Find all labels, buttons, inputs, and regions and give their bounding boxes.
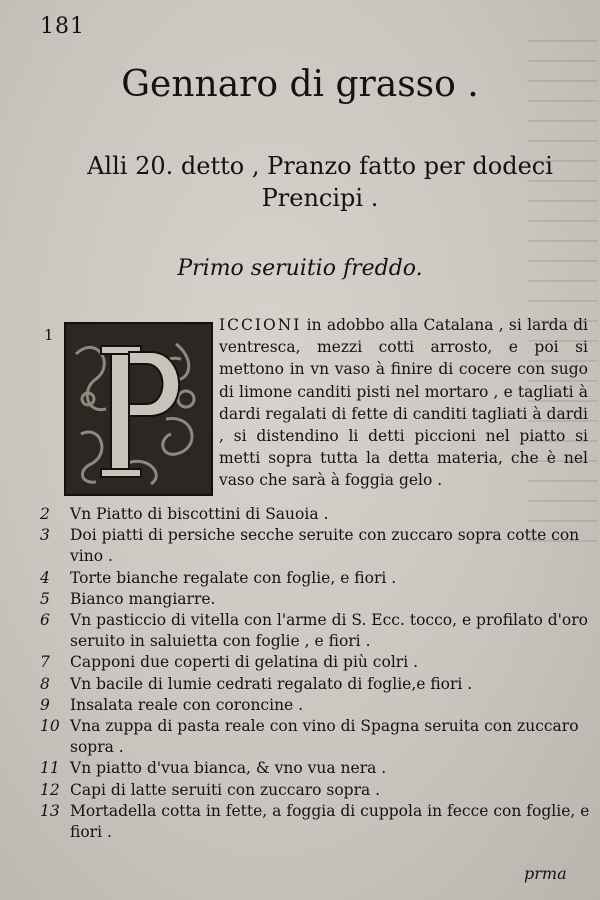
item-text: Mortadella cotta in fette, a foggia di cuppola in fecce con foglie, e fiori .	[70, 801, 590, 842]
subtitle-line-2: Prencipi .	[261, 184, 379, 212]
list-item	[40, 674, 592, 695]
decorated-initial-p	[64, 322, 213, 496]
item-number: 7	[40, 653, 50, 672]
menu-list	[40, 504, 592, 843]
item-text: Bianco mangiarre.	[70, 589, 216, 608]
list-item	[40, 589, 592, 610]
item-text: Vn piatto d'vua bianca, & vno vua nera .	[70, 759, 387, 778]
item-number: 8	[40, 674, 50, 693]
item-number: 1	[44, 326, 54, 344]
subtitle-line-1: Alli 20. detto , Pranzo fatto per dodeci	[87, 152, 553, 180]
list-item	[40, 758, 592, 779]
item-text: Vn pasticcio di vitella con l'arme di S. Ecc. tocco, e profilato d'oro seruito in saluietta con foglie , e fiori .	[70, 611, 588, 651]
item-number: 13	[40, 801, 60, 820]
item-number: 11	[40, 759, 60, 778]
list-item	[40, 568, 592, 589]
item-number: 10	[40, 717, 60, 736]
list-item	[40, 780, 592, 801]
first-item-text	[219, 314, 588, 492]
page-number: 181	[40, 14, 85, 39]
ornament-icon	[66, 324, 211, 494]
list-item	[40, 652, 592, 673]
list-item	[40, 801, 592, 843]
item-text: Doi piatti di persiche secche seruite con zuccaro sopra cotte con vino .	[70, 526, 580, 566]
drop-cap-lead: ICCIONI	[219, 316, 302, 334]
list-item	[40, 525, 592, 567]
item-text: Vn Piatto di biscottini di Sauoia .	[70, 505, 329, 523]
item-number: 4	[40, 568, 50, 587]
page-title: Gennaro di grasso .	[121, 64, 479, 105]
catchword: prma	[524, 864, 567, 883]
item-number: 5	[40, 589, 50, 608]
subtitle	[60, 150, 580, 214]
item-text: Insalata reale con coroncine .	[70, 695, 304, 714]
item-number: 12	[40, 780, 60, 799]
item-text: Capi di latte seruiti con zuccaro sopra .	[70, 780, 381, 799]
item-text: Vn bacile di lumie cedrati regalato di foglie,e fiori .	[70, 674, 473, 693]
list-item	[40, 695, 592, 716]
item-number: 3	[40, 526, 50, 545]
item-text: Vna zuppa di pasta reale con vino di Spagna seruita con zuccaro sopra .	[70, 717, 579, 757]
list-item	[40, 716, 592, 758]
item-text: Torte bianche regalate con foglie, e fiori .	[70, 568, 397, 587]
item-number: 2	[40, 505, 50, 523]
item-number: 6	[40, 611, 50, 630]
section-heading: Primo seruitio freddo.	[177, 256, 423, 281]
item-text: Capponi due coperti di gelatina di più colri .	[70, 653, 419, 672]
list-item	[40, 610, 592, 652]
first-item-body: in adobbo alla Catalana , si larda di ventresca, mezzi cotti arrosto, e poi si mettono in vn vaso à finire di cocere con sugo di limone canditi pisti nel mortaro , e tagliati à dardi regalati di fette di canditi tagliati à dardi , si distendino li detti piccioni nel piatto si metti sopra tutta la detta materia, che è nel vaso che sarà à foggia gelo .	[219, 316, 588, 490]
list-item	[40, 504, 592, 525]
item-number: 9	[40, 695, 50, 714]
